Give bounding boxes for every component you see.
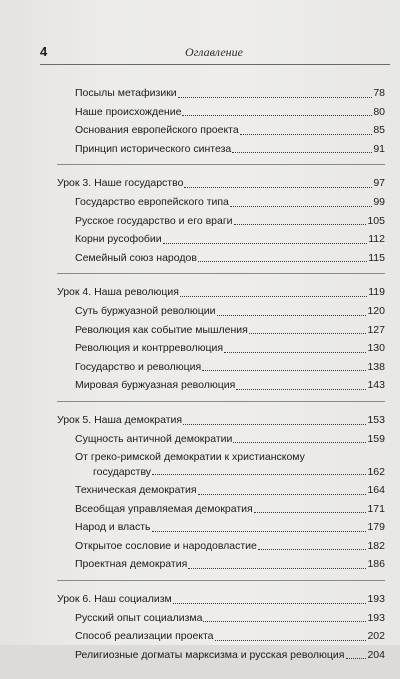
toc-entry	[57, 481, 385, 500]
dot-leader	[198, 261, 367, 262]
toc-entry	[57, 249, 385, 268]
toc-entry-page: 204	[367, 648, 385, 661]
toc-entry-title: Корни русофобии	[75, 233, 162, 246]
dot-leader	[188, 568, 366, 569]
toc-entry-title: Наше происхождение	[75, 105, 182, 118]
toc-entry	[57, 84, 385, 103]
toc-entry-page: 202	[367, 630, 385, 643]
toc-entry	[57, 376, 385, 395]
page-header	[40, 42, 388, 64]
toc-lesson-page: 153	[367, 413, 385, 426]
toc-entry-page: 115	[368, 251, 385, 264]
toc-entry-title: Русский опыт социализма	[75, 611, 203, 624]
toc-entry-page: 186	[367, 558, 385, 571]
toc-entry-page: 193	[367, 611, 385, 624]
toc-lesson-heading	[57, 590, 385, 609]
toc-entry-page: 130	[367, 342, 385, 355]
toc-group-lesson4	[57, 283, 385, 402]
dot-leader	[258, 549, 367, 550]
toc-entry	[57, 103, 385, 122]
toc-entry-page: 91	[373, 142, 385, 155]
dot-leader	[346, 658, 367, 659]
dot-leader	[234, 224, 367, 225]
toc-entry-title: Государство и революция	[75, 360, 202, 373]
toc-lesson-heading	[57, 174, 385, 193]
toc-entry-title: Способ реализации проекта	[75, 630, 214, 643]
toc-entry-title: Государство европейского типа	[75, 195, 229, 208]
toc-entry-page: 85	[373, 124, 385, 137]
dot-leader	[224, 352, 366, 353]
toc-entry-title-line2-row	[75, 465, 385, 480]
toc-entry-page: 143	[367, 379, 385, 392]
toc-entry-page: 171	[367, 502, 385, 515]
toc-entry-title: Техническая демократия	[75, 484, 197, 497]
toc-lesson-title: Урок 3. Наше государство	[57, 177, 184, 190]
dot-leader	[163, 243, 368, 244]
toc-entry-page: 159	[367, 432, 385, 445]
toc-lesson-heading	[57, 411, 385, 430]
toc-entry	[57, 537, 385, 556]
toc-entry-title-line2: государству	[93, 465, 152, 478]
toc-entry-title-block	[75, 448, 385, 481]
dot-leader	[254, 512, 367, 513]
toc-entry-title: Всеобщая управляемая демократия	[75, 502, 253, 515]
dot-leader	[184, 187, 372, 188]
dot-leader	[152, 531, 367, 532]
toc-entry	[57, 448, 385, 481]
toc-entry-page: 120	[367, 304, 385, 317]
toc-entry-title: Народ и власть	[75, 521, 151, 534]
dot-leader	[217, 315, 367, 316]
toc-entry	[57, 609, 385, 628]
dot-leader	[203, 621, 366, 622]
dot-leader	[182, 115, 372, 116]
dot-leader	[198, 494, 367, 495]
toc-entry	[57, 230, 385, 249]
toc-entry-page: 182	[367, 539, 385, 552]
toc-entry-title: Суть буржуазной революции	[75, 304, 216, 317]
toc-group-lesson6	[57, 590, 385, 670]
dot-leader	[240, 134, 373, 135]
toc-entry-page: 138	[367, 360, 385, 373]
toc-group-lesson2-continued	[57, 84, 385, 165]
dot-leader	[215, 640, 367, 641]
toc-lesson-title: Урок 5. Наша демократия	[57, 413, 183, 426]
toc-lesson-heading	[57, 283, 385, 302]
toc-entry-page: 179	[367, 521, 385, 534]
toc-lesson-title: Урок 4. Наша революция	[57, 286, 179, 299]
toc-entry	[57, 121, 385, 140]
toc-lesson-page: 193	[367, 593, 385, 606]
toc-entry-page: 99	[373, 195, 385, 208]
toc-entry-title: Проектная демократия	[75, 558, 188, 571]
toc-entry-page: 80	[373, 105, 385, 118]
toc-lesson-title: Урок 6. Наш социализм	[57, 593, 172, 606]
toc-entry-page: 127	[367, 323, 385, 336]
toc-entry-page: 78	[373, 87, 385, 99]
dot-leader	[178, 97, 373, 98]
dot-leader	[232, 152, 372, 153]
toc-group-lesson5	[57, 411, 385, 581]
dot-leader	[230, 206, 372, 207]
toc-entry-title: Посылы метафизики	[75, 87, 177, 99]
dot-leader	[180, 296, 367, 297]
toc-entry-title: Мировая буржуазная революция	[75, 379, 236, 392]
toc-entry-title: Основания европейского проекта	[75, 124, 239, 137]
toc-entry	[57, 212, 385, 231]
toc-entry-page: 112	[368, 233, 385, 246]
dot-leader	[183, 424, 366, 425]
dot-leader	[173, 603, 367, 604]
dot-leader	[236, 389, 366, 390]
running-head: Оглавление	[185, 45, 243, 59]
toc-entry	[57, 555, 385, 574]
toc-entry	[57, 339, 385, 358]
header-rule	[40, 64, 390, 65]
toc-entry-title: Революция и контрреволюция	[75, 342, 224, 355]
toc-entry-title: Открытое сословие и народовластие	[75, 539, 257, 552]
toc-entry	[57, 430, 385, 449]
toc-entry-title: Семейный союз народов	[75, 251, 197, 264]
toc-entry	[57, 500, 385, 519]
toc-entry-title: Русское государство и его враги	[75, 214, 233, 227]
table-of-contents	[57, 84, 385, 679]
toc-entry	[57, 358, 385, 377]
toc-entry-title: Религиозные догматы марксизма и русская революция	[75, 648, 345, 661]
dot-leader	[233, 442, 366, 443]
page-number: 4	[40, 44, 48, 59]
toc-entry-page: 105	[367, 214, 385, 227]
toc-lesson-page: 97	[373, 177, 385, 190]
dot-leader	[152, 474, 366, 475]
toc-entry	[57, 302, 385, 321]
toc-entry	[57, 321, 385, 340]
toc-entry-title: Принцип исторического синтеза	[75, 142, 232, 155]
toc-entry	[57, 627, 385, 646]
toc-entry	[57, 518, 385, 537]
toc-entry-title: Революция как событие мышления	[75, 323, 248, 336]
toc-entry-title-line1: От греко-римской демократии к христианскому	[75, 451, 305, 464]
toc-entry-page: 162	[367, 465, 385, 478]
toc-group-lesson3	[57, 174, 385, 274]
toc-entry	[57, 646, 385, 665]
toc-entry	[57, 193, 385, 212]
toc-entry-page: 164	[367, 484, 385, 497]
toc-entry-title: Сущность античной демократии	[75, 432, 233, 445]
toc-entry	[57, 140, 385, 159]
toc-lesson-page: 119	[368, 286, 385, 299]
dot-leader	[249, 333, 367, 334]
dot-leader	[202, 370, 366, 371]
